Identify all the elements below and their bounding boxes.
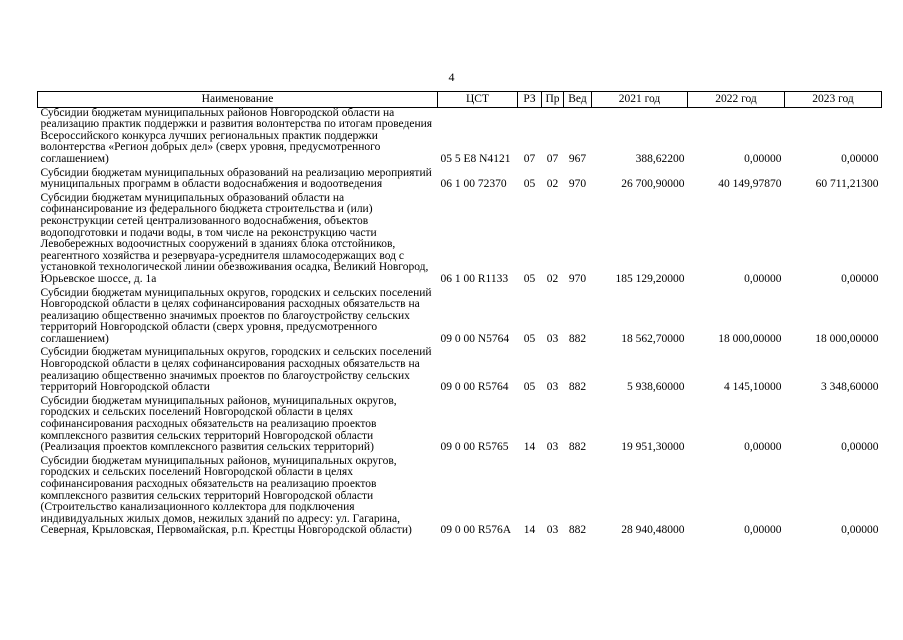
header-2021: 2021 год bbox=[592, 92, 688, 108]
row-ved: 882 bbox=[568, 524, 587, 537]
row-pr: 03 bbox=[546, 381, 559, 394]
row-cst: 06 1 00 R1133 bbox=[440, 272, 509, 285]
row-name: Субсидии бюджетам муниципальных районов, муниципальных округов, городских и сельских поселений Новгородской области в целях софинансирования расходных обязательств на реализацию проектов комплексного развития сельских территорий Новгородской области (Строительство канализационного коллектора для подключения индивидуальных жилых домов, нежилых зданий по адресу: ул. Гагарина, Северная, Крыловская, Первомайская, р.п. Крестцы Новгородской области) bbox=[40, 454, 412, 537]
row-2023: 0,00000 bbox=[841, 272, 879, 285]
row-pr: 03 bbox=[546, 441, 559, 454]
row-2021: 18 562,70000 bbox=[621, 332, 685, 345]
table-row bbox=[38, 168, 882, 193]
row-2022: 18 000,00000 bbox=[718, 332, 782, 345]
row-name: Субсидии бюджетам муниципальных районов, муниципальных округов, городских и сельских поселений Новгородской области в целях софинансирования расходных обязательств на реализацию проектов комплексного развития сельских территорий Новгородской области (Реализация проектов комплексного развития сельских территорий) bbox=[40, 394, 397, 454]
row-2023: 60 711,21300 bbox=[815, 178, 879, 191]
row-ved: 882 bbox=[568, 381, 587, 394]
row-rz: 05 bbox=[523, 178, 536, 191]
table-row bbox=[38, 288, 882, 348]
row-2022: 0,00000 bbox=[744, 524, 782, 537]
row-name: Субсидии бюджетам муниципальных районов Новгородской области на реализацию практик поддержки и развития волонтерства по итогам проведения Всероссийского конкурса лучших региональных практик поддержки волонтерства «Регион добрых дел» (сверх уровня, предусмотренного соглашением) bbox=[40, 106, 433, 165]
row-cst: 09 0 00 R5764 bbox=[440, 381, 509, 394]
page-number: 4 bbox=[448, 70, 455, 84]
header-name: Наименование bbox=[38, 92, 438, 108]
row-2021: 28 940,48000 bbox=[621, 524, 685, 537]
row-name: Субсидии бюджетам муниципальных округов, городских и сельских поселений Новгородской области в целях софинансирования расходных обязательств на реализацию общественно значимых проектов по благоустройству сельских территорий Новгородской области (сверх уровня, предусмотренного соглашением) bbox=[40, 286, 432, 345]
row-2021: 185 129,20000 bbox=[615, 272, 685, 285]
row-2021: 5 938,60000 bbox=[627, 381, 685, 394]
row-name: Субсидии бюджетам муниципальных образований области на софинансирование из федерального бюджета строительства и (или) реконструкции сетей централизованного водоснабжения, объектов водоподготовки и подачи воды, в том числе на реконструкцию части Левобережных водоочистных сооружений в зданиях блока отстойников, реагентного хозяйства и резервуара-усреднителя шламосодержащих вод с установкой технологической линии обезвоживания осадка, Великий Новгород, Юрьевское шоссе, д. 1а bbox=[40, 191, 429, 285]
row-2023: 3 348,60000 bbox=[821, 381, 879, 394]
row-2022: 0,00000 bbox=[744, 272, 782, 285]
row-pr: 03 bbox=[546, 332, 559, 345]
row-pr: 02 bbox=[546, 272, 559, 285]
table-row bbox=[38, 347, 882, 395]
row-pr: 02 bbox=[546, 178, 559, 191]
row-2022: 4 145,10000 bbox=[724, 381, 782, 394]
row-2022: 40 149,97870 bbox=[718, 178, 782, 191]
table-row bbox=[38, 456, 882, 539]
row-rz: 05 bbox=[523, 272, 536, 285]
row-name: Субсидии бюджетам муниципальных образований на реализацию мероприятий муниципальных программ в области водоснабжения и водоотведения bbox=[40, 166, 432, 191]
row-pr: 03 bbox=[546, 524, 559, 537]
header-2023: 2023 год bbox=[785, 92, 882, 108]
row-2023: 0,00000 bbox=[841, 152, 879, 165]
header-pr: Пр bbox=[542, 92, 564, 108]
budget-table bbox=[37, 91, 882, 539]
row-2021: 388,62200 bbox=[635, 152, 685, 165]
row-ved: 967 bbox=[568, 152, 587, 165]
row-2022: 0,00000 bbox=[744, 441, 782, 454]
row-2022: 0,00000 bbox=[744, 152, 782, 165]
row-cst: 05 5 E8 N4121 bbox=[440, 152, 511, 165]
row-cst: 09 0 00 R576A bbox=[440, 524, 512, 537]
row-rz: 07 bbox=[523, 152, 536, 165]
row-cst: 09 0 00 R5765 bbox=[440, 441, 509, 454]
row-2023: 0,00000 bbox=[841, 524, 879, 537]
row-2023: 0,00000 bbox=[841, 441, 879, 454]
header-rz: РЗ bbox=[518, 92, 542, 108]
row-rz: 14 bbox=[523, 524, 536, 537]
table-row bbox=[38, 396, 882, 456]
table-header bbox=[38, 92, 882, 108]
row-cst: 06 1 00 72370 bbox=[440, 178, 507, 191]
row-rz: 05 bbox=[523, 381, 536, 394]
row-ved: 970 bbox=[568, 272, 587, 285]
row-name: Субсидии бюджетам муниципальных округов, городских и сельских поселений Новгородской области в целях софинансирования расходных обязательств на реализацию общественно значимых проектов по благоустройству сельских территорий Новгородской области bbox=[40, 346, 432, 394]
row-ved: 882 bbox=[568, 332, 587, 345]
header-cst: ЦСТ bbox=[438, 92, 518, 108]
row-cst: 09 0 00 N5764 bbox=[440, 332, 510, 345]
row-2021: 26 700,90000 bbox=[621, 178, 685, 191]
row-ved: 882 bbox=[568, 441, 587, 454]
row-2021: 19 951,30000 bbox=[621, 441, 685, 454]
table-row bbox=[38, 107, 882, 167]
row-pr: 07 bbox=[546, 152, 559, 165]
header-2022: 2022 год bbox=[688, 92, 785, 108]
row-rz: 14 bbox=[523, 441, 536, 454]
row-rz: 05 bbox=[523, 332, 536, 345]
row-2023: 18 000,00000 bbox=[815, 332, 879, 345]
row-ved: 970 bbox=[568, 178, 587, 191]
table-row bbox=[38, 193, 882, 288]
header-ved: Вед bbox=[564, 92, 592, 108]
